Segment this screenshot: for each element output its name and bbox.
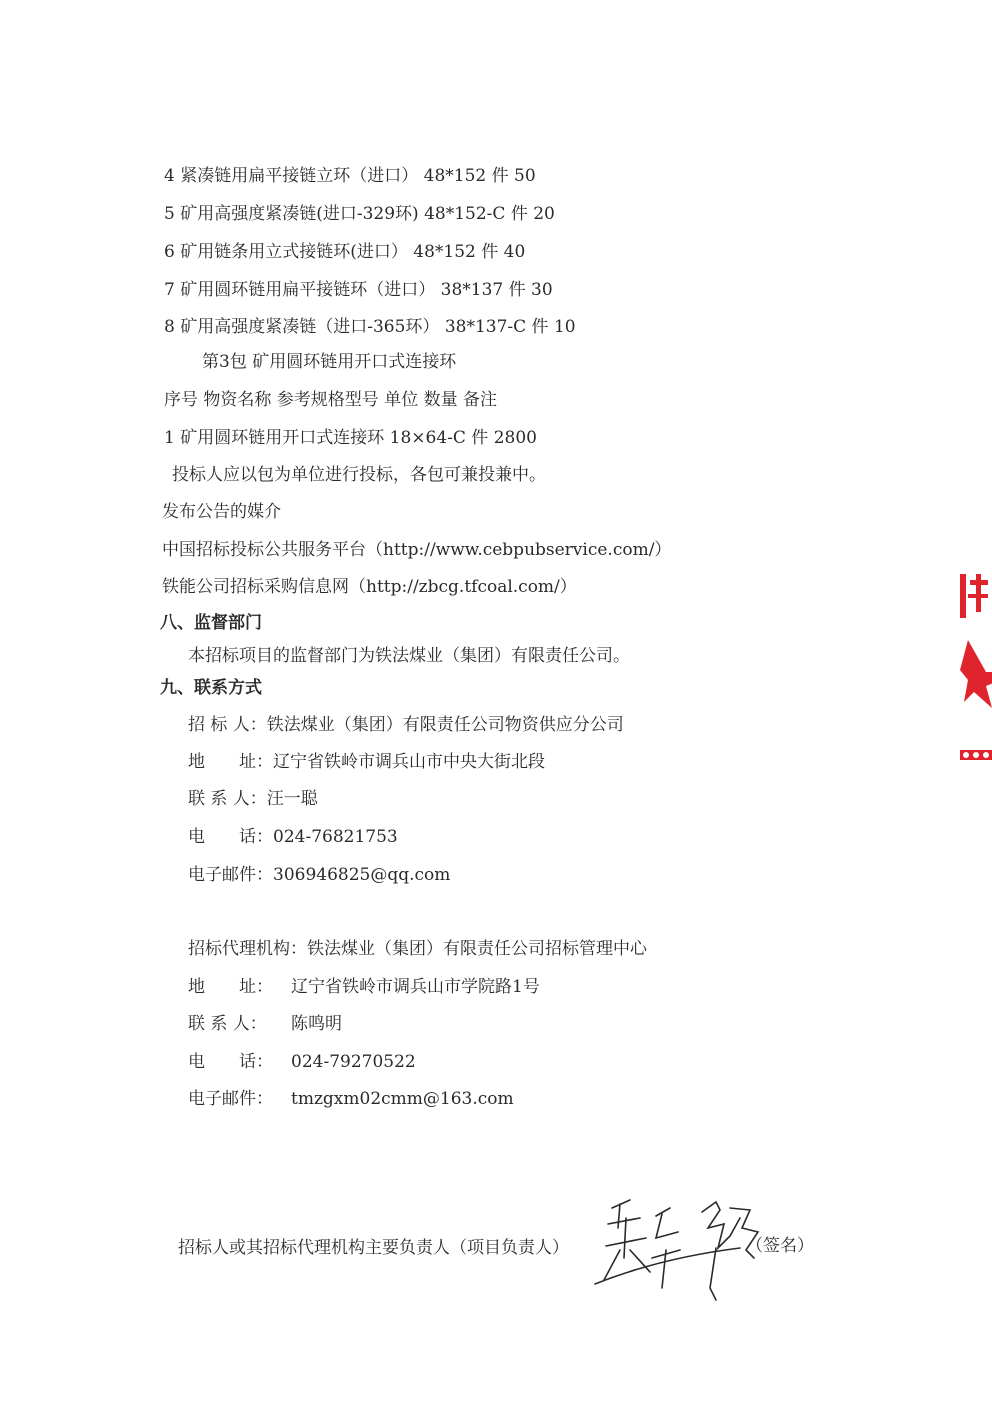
agency-phone: 024-79270522 xyxy=(291,1052,416,1072)
section9-heading: 九、联系方式 xyxy=(160,678,262,698)
item-line-4: 4 紧凑链用扁平接链立环（进口） 48*152 件 50 xyxy=(164,166,536,186)
signature-line-label: 招标人或其招标代理机构主要负责人（项目负责人） xyxy=(178,1238,569,1258)
item-line-8: 8 矿用高强度紧凑链（进口-365环） 38*137-C 件 10 xyxy=(164,317,576,337)
tenderer-phone: 电 话：024-76821753 xyxy=(188,827,398,847)
item-line-5: 5 矿用高强度紧凑链(进口-329环) 48*152-C 件 20 xyxy=(164,204,555,224)
tenderer-contact: 联 系 人：汪一聪 xyxy=(188,789,318,809)
package3-title: 第3包 矿用圆环链用开口式连接环 xyxy=(202,352,457,372)
section8-heading: 八、监督部门 xyxy=(160,613,262,633)
media-heading: 发布公告的媒介 xyxy=(162,502,281,522)
media-site-tfcoal: 铁能公司招标采购信息网（http://zbcg.tfcoal.com/） xyxy=(162,577,577,597)
package3-table-row: 1 矿用圆环链用开口式连接环 18×64-C 件 2800 xyxy=(164,428,537,448)
handwritten-signature xyxy=(590,1188,790,1318)
tenderer-address: 地 址：辽宁省铁岭市调兵山市中央大街北段 xyxy=(188,752,545,772)
agency-contact: 陈鸣明 xyxy=(291,1014,342,1034)
agency-phone-label: 电 话： xyxy=(188,1052,273,1072)
agency-name: 招标代理机构：铁法煤业（集团）有限责任公司招标管理中心 xyxy=(188,939,647,959)
item-line-6: 6 矿用链条用立式接链环(进口） 48*152 件 40 xyxy=(164,242,526,262)
agency-address-label: 地 址： xyxy=(188,977,273,997)
section8-text: 本招标项目的监督部门为铁法煤业（集团）有限责任公司。 xyxy=(188,646,630,666)
media-site-cebpubservice: 中国招标投标公共服务平台（http://www.cebpubservice.com/） xyxy=(162,540,672,560)
red-seal-fragment xyxy=(956,560,992,780)
signature-line-suffix: （签名） xyxy=(746,1236,814,1256)
item-line-7: 7 矿用圆环链用扁平接链环（进口） 38*137 件 30 xyxy=(164,280,553,300)
agency-email: tmzgxm02cmm@163.com xyxy=(291,1089,514,1109)
agency-contact-label: 联 系 人： xyxy=(188,1014,267,1034)
bidding-note: 投标人应以包为单位进行投标，各包可兼投兼中。 xyxy=(172,465,546,485)
agency-email-label: 电子邮件： xyxy=(188,1089,273,1109)
tenderer-name: 招 标 人：铁法煤业（集团）有限责任公司物资供应分公司 xyxy=(188,715,624,735)
tenderer-email: 电子邮件：306946825@qq.com xyxy=(188,865,451,885)
package3-table-header: 序号 物资名称 参考规格型号 单位 数量 备注 xyxy=(164,390,498,410)
agency-address: 辽宁省铁岭市调兵山市学院路1号 xyxy=(291,977,540,997)
